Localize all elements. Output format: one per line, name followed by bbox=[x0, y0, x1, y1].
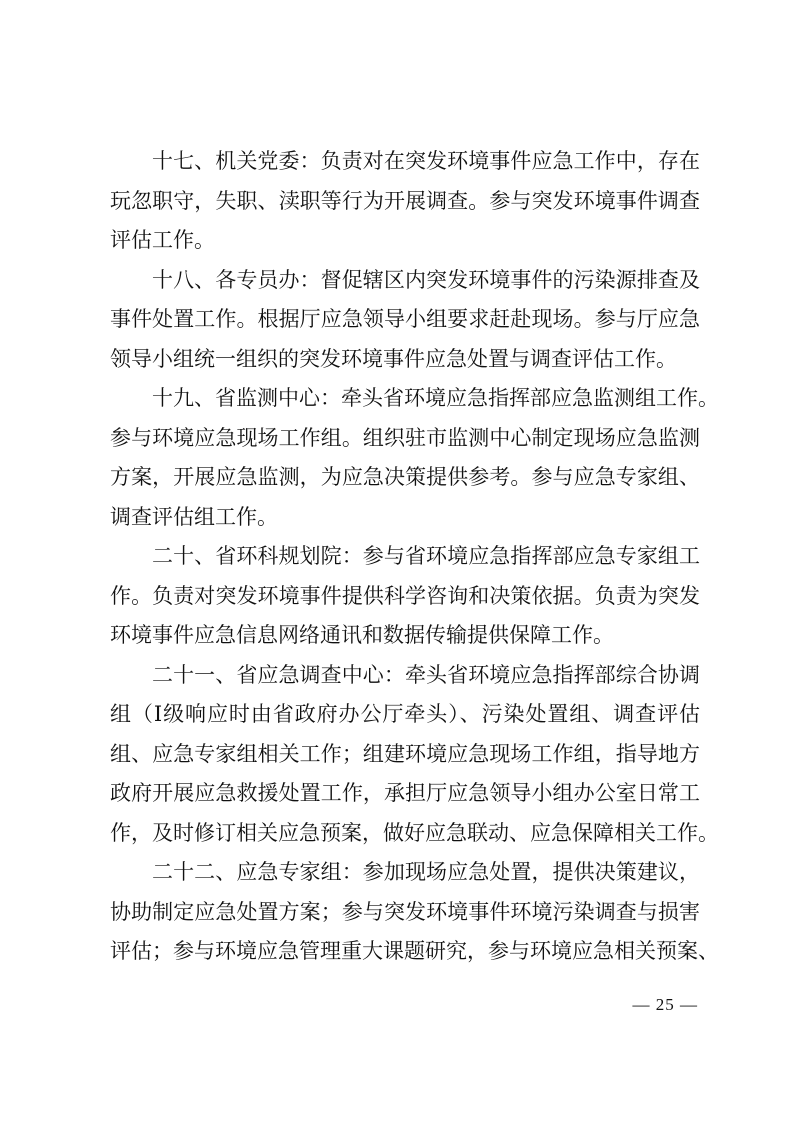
paragraph-special-offices bbox=[110, 261, 700, 380]
text-line: 作。负责对突发环境事件提供科学咨询和决策依据。负责为突发 bbox=[110, 583, 700, 608]
text-line: 政府开展应急救援处置工作，承担厅应急领导小组办公室日常工 bbox=[110, 781, 700, 805]
text-line: 事件处置工作。根据厅应急领导小组要求赶赴现场。参与厅应急 bbox=[110, 307, 700, 331]
text-line: 二十一、省应急调查中心：牵头省环境应急指挥部综合协调 bbox=[152, 662, 700, 687]
text-line: 十九、省监测中心：牵头省环境应急指挥部应急监测组工作。 bbox=[152, 386, 719, 410]
text-line: 作，及时修订相关应急预案，做好应急联动、应急保障相关工作。 bbox=[110, 820, 719, 845]
text-line: 十八、各专员办：督促辖区内突发环境事件的污染源排查及 bbox=[152, 267, 700, 292]
text-line: 领导小组统一组织的突发环境事件应急处置与调查评估工作。 bbox=[110, 346, 677, 371]
text-line: 十七、机关党委：负责对在突发环境事件应急工作中，存在 bbox=[152, 149, 700, 173]
paragraph-planning-institute bbox=[110, 537, 700, 656]
text-line: 评估工作。 bbox=[110, 228, 215, 252]
page-number: — 25 — bbox=[632, 995, 698, 1014]
text-line: 方案，开展应急监测，为应急决策提供参考。参与应急专家组、 bbox=[110, 465, 700, 489]
paragraph-monitoring-center bbox=[110, 379, 719, 537]
paragraph-party-committee bbox=[110, 142, 700, 261]
text-line: 环境事件应急信息网络通讯和数据传输提供保障工作。 bbox=[110, 623, 614, 647]
text-line: 评估；参与环境应急管理重大课题研究，参与环境应急相关预案、 bbox=[110, 939, 719, 963]
paragraph-expert-group bbox=[110, 853, 719, 972]
paragraph-investigation-center bbox=[110, 656, 719, 854]
text-line: 玩忽职守，失职、渎职等行为开展调查。参与突发环境事件调查 bbox=[110, 188, 700, 213]
text-line: 二十二、应急专家组：参加现场应急处置，提供决策建议， bbox=[152, 860, 700, 884]
text-line: 参与环境应急现场工作组。组织驻市监测中心制定现场应急监测 bbox=[110, 425, 700, 450]
text-line: 调查评估组工作。 bbox=[110, 504, 278, 529]
text-line: 组、应急专家组相关工作；组建环境应急现场工作组，指导地方 bbox=[110, 741, 700, 766]
text-line: 协助制定应急处置方案；参与突发环境事件环境污染调查与损害 bbox=[110, 899, 700, 924]
document-body bbox=[110, 142, 719, 972]
text-line: 组（Ⅰ级响应时由省政府办公厅牵头）、污染处置组、调查评估 bbox=[110, 702, 700, 726]
text-line: 二十、省环科规划院：参与省环境应急指挥部应急专家组工 bbox=[152, 544, 700, 568]
